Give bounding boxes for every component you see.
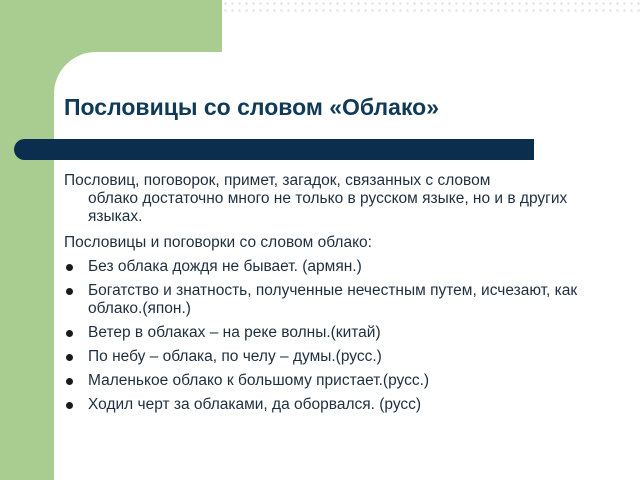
list-item	[64, 372, 584, 390]
bullet-icon	[66, 288, 73, 295]
proverb-text: По небу – облака, по челу – думы.(русс.)	[88, 348, 382, 365]
proverb-text: Маленькое облако к большому пристает.(русс.)	[88, 372, 430, 389]
list-item	[64, 282, 584, 318]
intro-paragraph	[64, 172, 584, 226]
bullet-icon	[66, 402, 73, 409]
list-item	[64, 396, 584, 414]
proverb-text: Ветер в облаках – на реке волны.(китай)	[88, 324, 381, 341]
proverb-text: Богатство и знатность, полученные нечестным путем, исчезают, как облако.(япон.)	[88, 282, 578, 317]
bullet-icon	[66, 264, 73, 271]
dotted-pattern-band	[222, 0, 640, 16]
intro-continuation: облако достаточно много не только в русском языке, но и в других языках.	[88, 190, 568, 225]
title-divider-bar	[14, 139, 534, 160]
proverb-text: Ходил черт за облаками, да оборвался. (русс)	[88, 396, 422, 413]
proverb-list	[64, 258, 584, 420]
list-item	[64, 324, 584, 342]
list-item	[64, 258, 584, 276]
bullet-icon	[66, 330, 73, 337]
bullet-icon	[66, 378, 73, 385]
list-item	[64, 348, 584, 366]
slide-title: Пословицы со словом «Облако»	[64, 94, 440, 120]
proverb-text: Без облака дождя не бывает. (армян.)	[88, 258, 362, 275]
bullet-icon	[66, 354, 73, 361]
list-lead-text: Пословицы и поговорки со словом облако:	[64, 234, 372, 251]
intro-first-line: Пословиц, поговорок, примет, загадок, связанных с словом	[64, 172, 491, 189]
